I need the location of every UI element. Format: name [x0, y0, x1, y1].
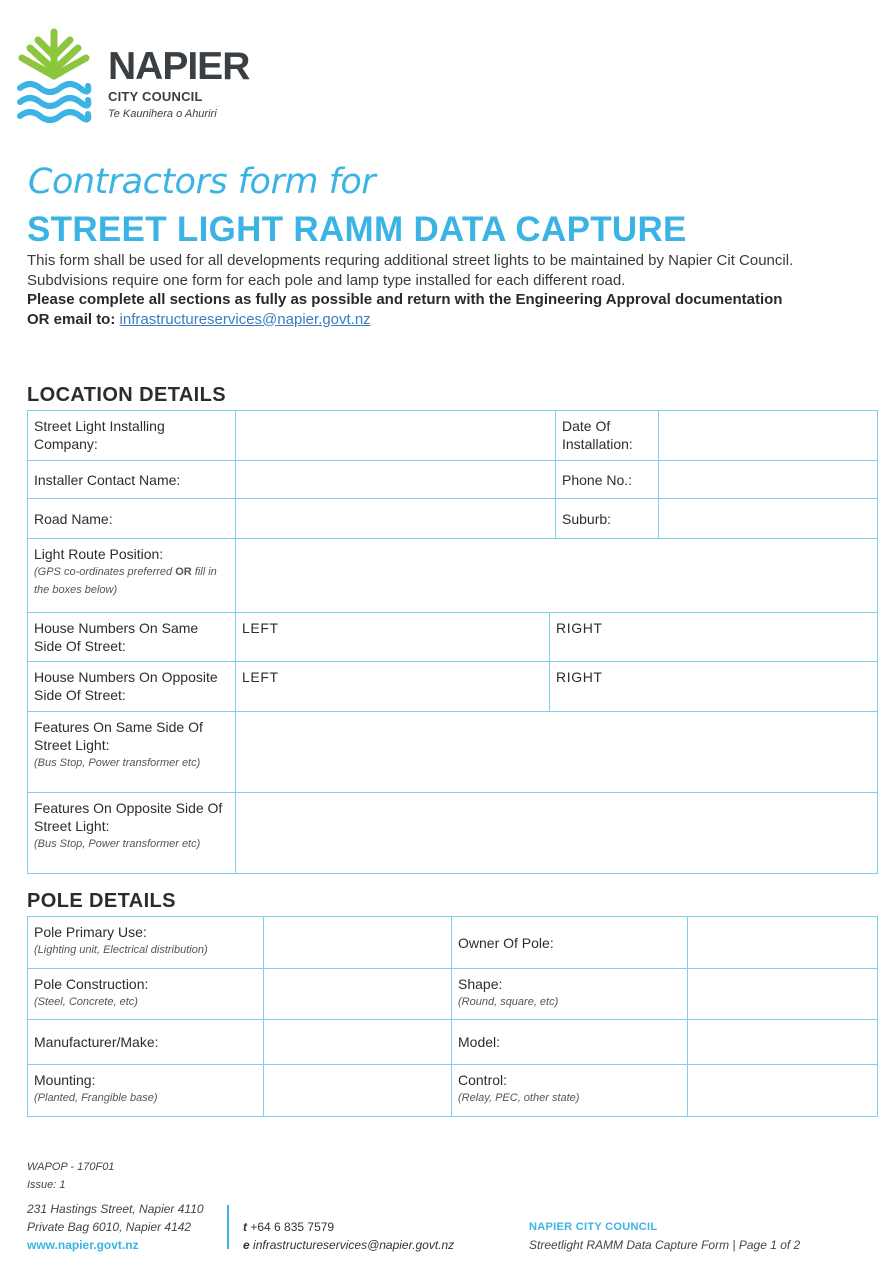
construction-field[interactable] — [264, 969, 452, 1020]
features-opposite-cell — [28, 793, 236, 874]
intro-paragraph-2: Subdvisions require one form for each pole and lamp type installed for each different road. — [27, 271, 626, 289]
phone-label: Phone No.: — [556, 461, 659, 499]
intro-paragraph-4 — [27, 310, 879, 330]
house-same-right-field[interactable]: RIGHT — [550, 613, 878, 662]
intro-paragraph-3: Please complete all sections as fully as possible and return with the Engineering Approval documentation — [27, 291, 783, 308]
owner-field[interactable] — [688, 917, 878, 969]
model-label: Model: — [452, 1020, 688, 1065]
house-same-label: House Numbers On Same Side Of Street: — [28, 613, 236, 662]
features-opposite-field[interactable] — [236, 793, 878, 874]
construction-hint: (Steel, Concrete, etc) — [34, 996, 138, 1008]
primary-use-label: Pole Primary Use: — [34, 924, 147, 940]
footer-divider — [227, 1205, 229, 1249]
intro-text — [27, 251, 879, 329]
features-same-cell — [28, 712, 236, 793]
contact-name-label: Installer Contact Name: — [28, 461, 236, 499]
shape-label: Shape: — [458, 976, 503, 992]
footer-email: e infrastructureservices@napier.govt.nz — [243, 1238, 455, 1252]
route-position-hint: (GPS co-ordinates preferred OR fill in the boxes below) — [34, 566, 217, 596]
road-name-label: Road Name: — [28, 499, 236, 539]
footer-phone: t +64 6 835 7579 — [243, 1220, 335, 1234]
intro-paragraph-1: This form shall be used for all developments requring additional street lights to be maintained by Napier Cit Council. — [27, 252, 794, 269]
installing-company-field[interactable] — [236, 411, 556, 461]
mounting-cell — [28, 1065, 264, 1117]
installing-company-label: Street Light Installing Company: — [28, 411, 236, 461]
table-row — [28, 1020, 878, 1065]
pole-details-heading: POLE DETAILS — [27, 890, 176, 912]
table-row — [28, 411, 878, 461]
construction-label: Pole Construction: — [34, 976, 149, 992]
mounting-hint: (Planted, Frangible base) — [34, 1092, 158, 1104]
table-row — [28, 917, 878, 969]
table-row — [28, 1065, 878, 1117]
form-title-line1: Contractors form for — [28, 162, 376, 202]
table-row — [28, 499, 878, 539]
napier-logo-icon — [16, 28, 92, 128]
footer-address — [27, 1200, 204, 1254]
logo-name: NAPIER — [108, 45, 250, 88]
route-position-field[interactable] — [236, 539, 878, 613]
control-cell — [452, 1065, 688, 1117]
table-row — [28, 539, 878, 613]
document-issue: Issue: 1 — [27, 1179, 66, 1191]
control-field[interactable] — [688, 1065, 878, 1117]
logo-maori-name: Te Kaunihera o Ahuriri — [108, 108, 217, 120]
house-opposite-left-field[interactable]: LEFT — [236, 662, 550, 712]
shape-hint: (Round, square, etc) — [458, 996, 559, 1008]
date-of-installation-field[interactable] — [659, 411, 878, 461]
features-same-hint: (Bus Stop, Power transformer etc) — [34, 757, 201, 769]
footer-contact — [243, 1218, 454, 1254]
address-line-1: 231 Hastings Street, Napier 4110 — [27, 1202, 204, 1216]
location-details-heading: LOCATION DETAILS — [27, 384, 226, 406]
features-same-label: Features On Same Side Of Street Light: — [34, 719, 203, 753]
shape-field[interactable] — [688, 969, 878, 1020]
primary-use-hint: (Lighting unit, Electrical distribution) — [34, 944, 208, 956]
phone-number: +64 6 835 7579 — [250, 1220, 335, 1234]
footer-page-info: Streetlight RAMM Data Capture Form | Page 1 of 2 — [529, 1238, 801, 1252]
control-label: Control: — [458, 1072, 508, 1088]
footer-right — [529, 1218, 800, 1254]
house-opposite-label: House Numbers On Opposite Side Of Street: — [28, 662, 236, 712]
primary-use-field[interactable] — [264, 917, 452, 969]
suburb-label: Suburb: — [556, 499, 659, 539]
footer-email-link[interactable]: infrastructureservices@napier.govt.nz — [253, 1238, 455, 1252]
house-same-left-field[interactable]: LEFT — [236, 613, 550, 662]
table-row — [28, 969, 878, 1020]
features-opposite-label: Features On Opposite Side Of Street Light: — [34, 800, 223, 834]
table-row — [28, 712, 878, 793]
logo-subtitle: CITY COUNCIL — [108, 89, 203, 104]
phone-field[interactable] — [659, 461, 878, 499]
manufacturer-label: Manufacturer/Make: — [28, 1020, 264, 1065]
email-prefix: OR email to: — [27, 310, 120, 328]
house-opposite-right-field[interactable]: RIGHT — [550, 662, 878, 712]
control-hint: (Relay, PEC, other state) — [458, 1092, 580, 1104]
manufacturer-field[interactable] — [264, 1020, 452, 1065]
features-same-field[interactable] — [236, 712, 878, 793]
address-line-2: Private Bag 6010, Napier 4142 — [27, 1220, 192, 1234]
primary-use-cell — [28, 917, 264, 969]
model-field[interactable] — [688, 1020, 878, 1065]
shape-cell — [452, 969, 688, 1020]
email-link[interactable]: infrastructureservices@napier.govt.nz — [119, 310, 371, 328]
route-position-label: Light Route Position: — [34, 546, 164, 562]
mounting-label: Mounting: — [34, 1072, 96, 1088]
pole-details-table — [27, 916, 878, 1117]
footer-document-info — [27, 1158, 114, 1194]
route-position-cell — [28, 539, 236, 613]
form-title-line2: STREET LIGHT RAMM DATA CAPTURE — [27, 210, 687, 249]
footer-org-name: NAPIER CITY COUNCIL — [529, 1221, 658, 1233]
construction-cell — [28, 969, 264, 1020]
table-row — [28, 461, 878, 499]
suburb-field[interactable] — [659, 499, 878, 539]
features-opposite-hint: (Bus Stop, Power transformer etc) — [34, 838, 201, 850]
table-row — [28, 662, 878, 712]
header — [16, 28, 276, 133]
document-code: WAPOP - 170F01 — [27, 1161, 115, 1173]
logo-text — [108, 45, 250, 120]
contact-name-field[interactable] — [236, 461, 556, 499]
location-details-table — [27, 410, 878, 874]
road-name-field[interactable] — [236, 499, 556, 539]
website-link[interactable]: www.napier.govt.nz — [27, 1238, 139, 1252]
date-of-installation-label: Date Of Installation: — [556, 411, 659, 461]
owner-label: Owner Of Pole: — [452, 917, 688, 969]
mounting-field[interactable] — [264, 1065, 452, 1117]
table-row — [28, 613, 878, 662]
table-row — [28, 793, 878, 874]
